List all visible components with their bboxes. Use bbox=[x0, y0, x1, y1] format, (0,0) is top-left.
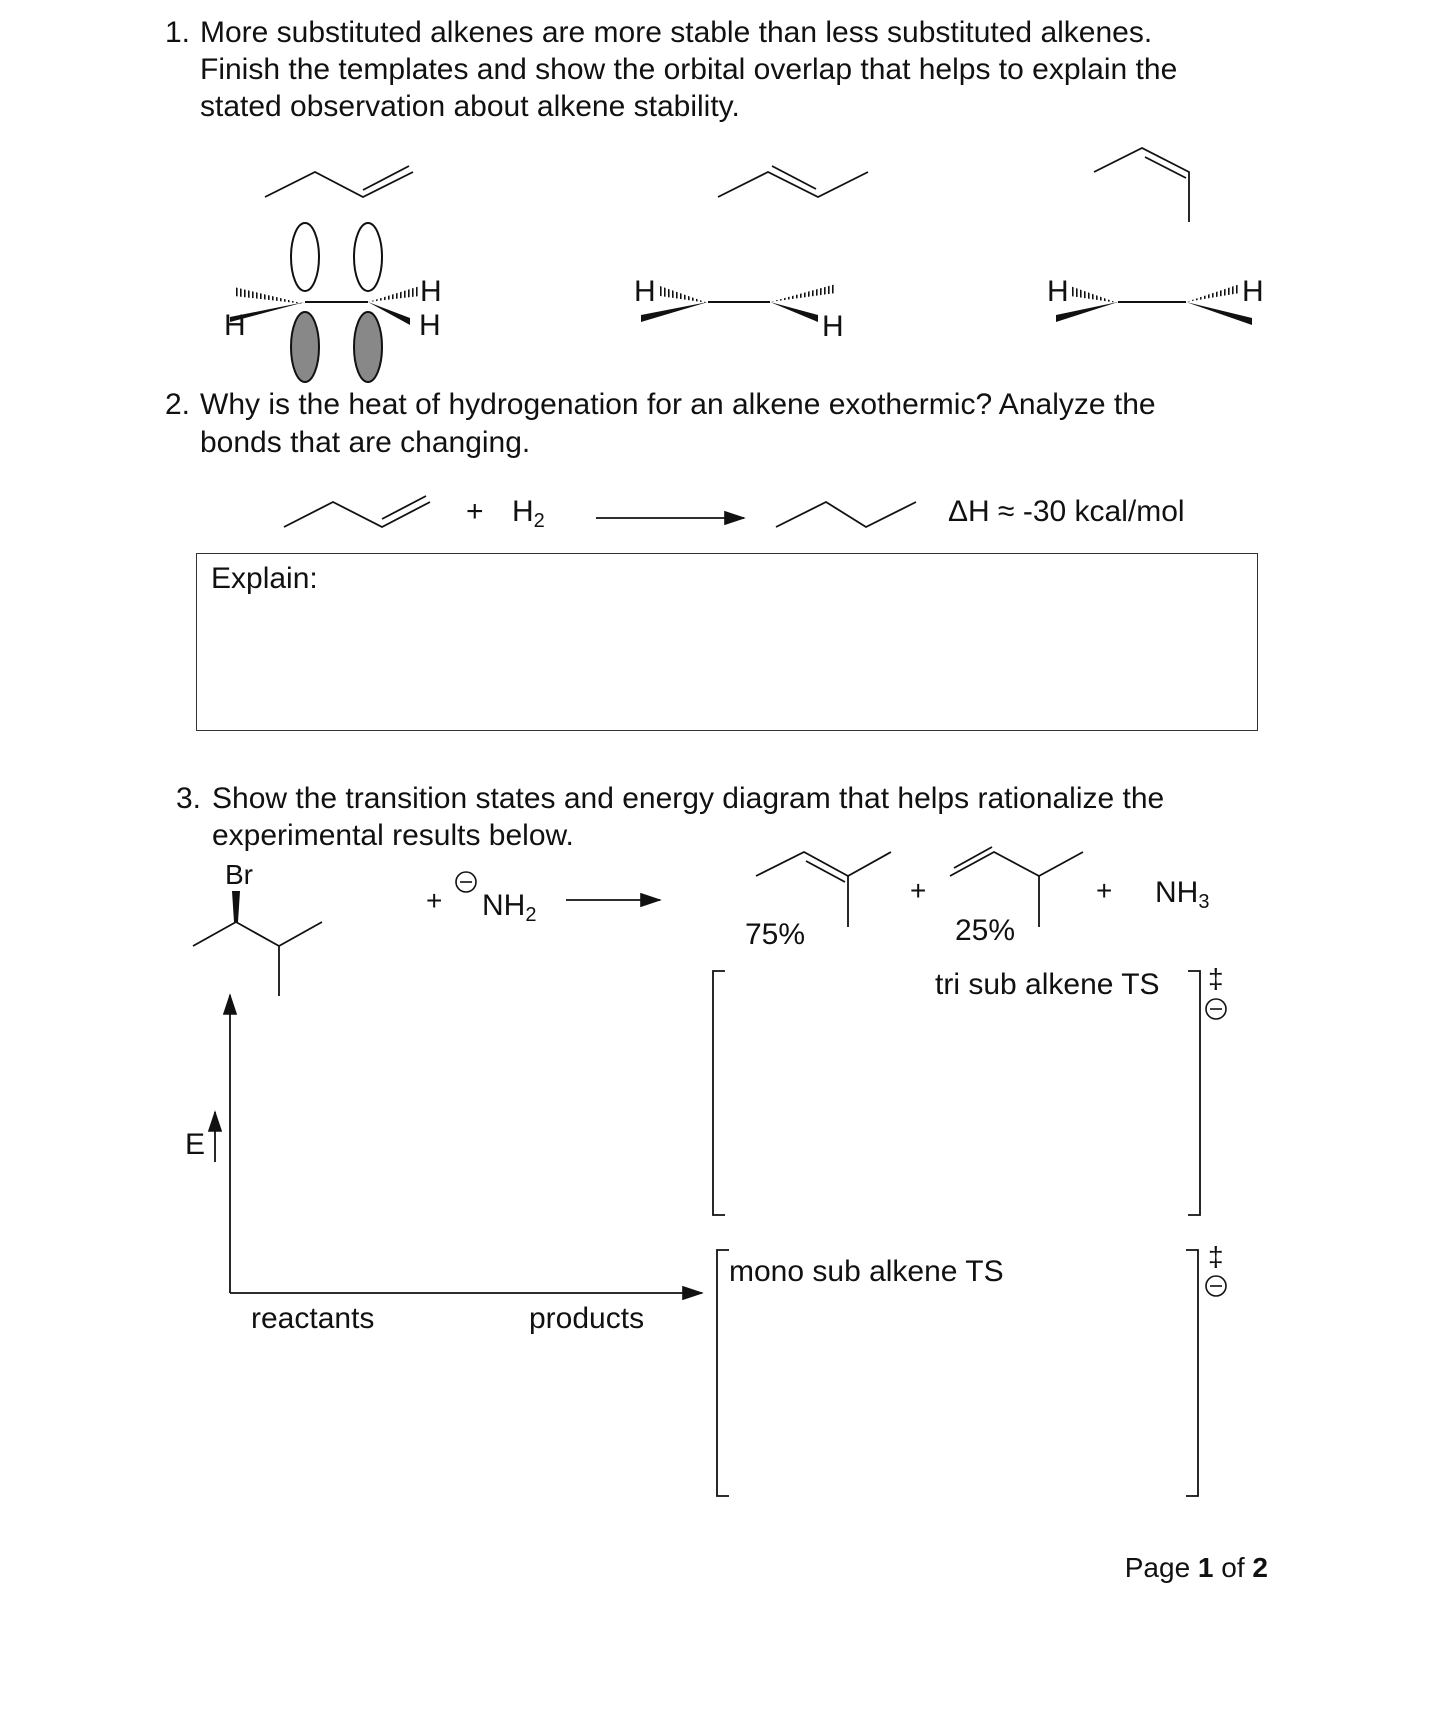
negative-charge-icon bbox=[1206, 1276, 1226, 1296]
butene-reactant-skeletal bbox=[284, 496, 430, 527]
products-label: products bbox=[529, 1302, 645, 1335]
q1-number: 1. bbox=[165, 16, 191, 49]
hashed-bond bbox=[660, 286, 708, 303]
q3-plus-1: + bbox=[426, 885, 443, 916]
butane-product-skeletal bbox=[776, 502, 916, 527]
wedge-bond bbox=[770, 302, 818, 322]
bromine-label: Br bbox=[225, 859, 253, 890]
mono-ts-bracket-left bbox=[717, 1250, 729, 1496]
q3-line-1: Show the transition states and energy diagram that helps rationalize the bbox=[212, 782, 1165, 815]
q2-line-1: Why is the heat of hydrogenation for an alkene exothermic? Analyze the bbox=[200, 388, 1156, 421]
energy-diagram-axes bbox=[215, 995, 702, 1293]
q3-plus-3: + bbox=[1096, 875, 1113, 906]
q3-plus-2: + bbox=[910, 875, 927, 906]
mono-ts-bracket-right bbox=[1186, 1250, 1198, 1496]
double-dagger: ‡ bbox=[1208, 963, 1224, 994]
p-orbital-lobe-top-right bbox=[354, 223, 382, 291]
q1-line-1: More substituted alkenes are more stable than less substituted alkenes. bbox=[200, 16, 1153, 49]
h-label: H bbox=[822, 310, 844, 343]
wedge-bond-br bbox=[232, 891, 240, 922]
p-orbital-lobe-bottom-right bbox=[354, 312, 382, 382]
h-label: H bbox=[419, 309, 441, 342]
q2-line-2: bonds that are changing. bbox=[200, 426, 531, 459]
explain-answer-box[interactable] bbox=[196, 553, 1258, 731]
reactants-label: reactants bbox=[251, 1302, 375, 1335]
alkene-template-3 bbox=[1056, 284, 1252, 325]
q2-plus: + bbox=[466, 495, 484, 528]
h-label: H bbox=[1242, 275, 1264, 308]
page-number: Page 1 of 2 bbox=[1124, 1552, 1268, 1583]
q2-number: 2. bbox=[165, 388, 191, 421]
minor-product-yield: 25% bbox=[955, 914, 1016, 947]
ammonia-product: $NH_3$ bbox=[1155, 876, 1210, 913]
q2-hydrogen-reagent: $H_2$ bbox=[512, 495, 545, 532]
h-label: H bbox=[634, 275, 656, 308]
tri-sub-ts-label: tri sub alkene TS bbox=[935, 968, 1160, 1001]
hashed-bond bbox=[1186, 284, 1240, 302]
propene-skeletal bbox=[265, 166, 413, 197]
tri-ts-bracket-left bbox=[713, 971, 725, 1215]
explain-label: Explain: bbox=[211, 562, 318, 595]
hashed-bond bbox=[1070, 286, 1118, 303]
p-orbital-lobe-bottom-left bbox=[291, 312, 319, 382]
amide-reagent: $NH_2$ bbox=[482, 889, 537, 926]
delta-h-value: ΔH ≈ -30 kcal/mol bbox=[948, 495, 1185, 528]
major-product-yield: 75% bbox=[745, 918, 806, 951]
p-orbital-lobe-top-left bbox=[291, 223, 319, 291]
q1-line-2: Finish the templates and show the orbital overlap that helps to explain the bbox=[200, 53, 1178, 86]
negative-charge-icon bbox=[456, 872, 476, 892]
hashed-bond bbox=[770, 284, 836, 302]
q1-line-3: stated observation about alkene stability. bbox=[200, 90, 740, 123]
h-label: H bbox=[1047, 275, 1069, 308]
double-dagger: ‡ bbox=[1208, 1241, 1224, 1272]
cis-butene-skeletal bbox=[1094, 148, 1189, 222]
bromide-reactant-skeletal bbox=[193, 922, 322, 996]
h-label: H bbox=[224, 309, 246, 342]
q3-line-2: experimental results below. bbox=[212, 819, 574, 852]
h-label: H bbox=[420, 275, 442, 308]
q3-number: 3. bbox=[176, 782, 202, 815]
alkene-template-2 bbox=[641, 284, 836, 322]
hashed-bond bbox=[368, 286, 420, 302]
p-orbital-template-1 bbox=[230, 223, 420, 382]
energy-axis-label: E bbox=[185, 1128, 206, 1161]
tri-ts-bracket-right bbox=[1188, 971, 1200, 1215]
mono-sub-ts-label: mono sub alkene TS bbox=[729, 1255, 1004, 1288]
negative-charge-icon bbox=[1206, 999, 1226, 1019]
trans-butene-skeletal bbox=[718, 166, 868, 197]
hashed-bond bbox=[234, 287, 305, 304]
